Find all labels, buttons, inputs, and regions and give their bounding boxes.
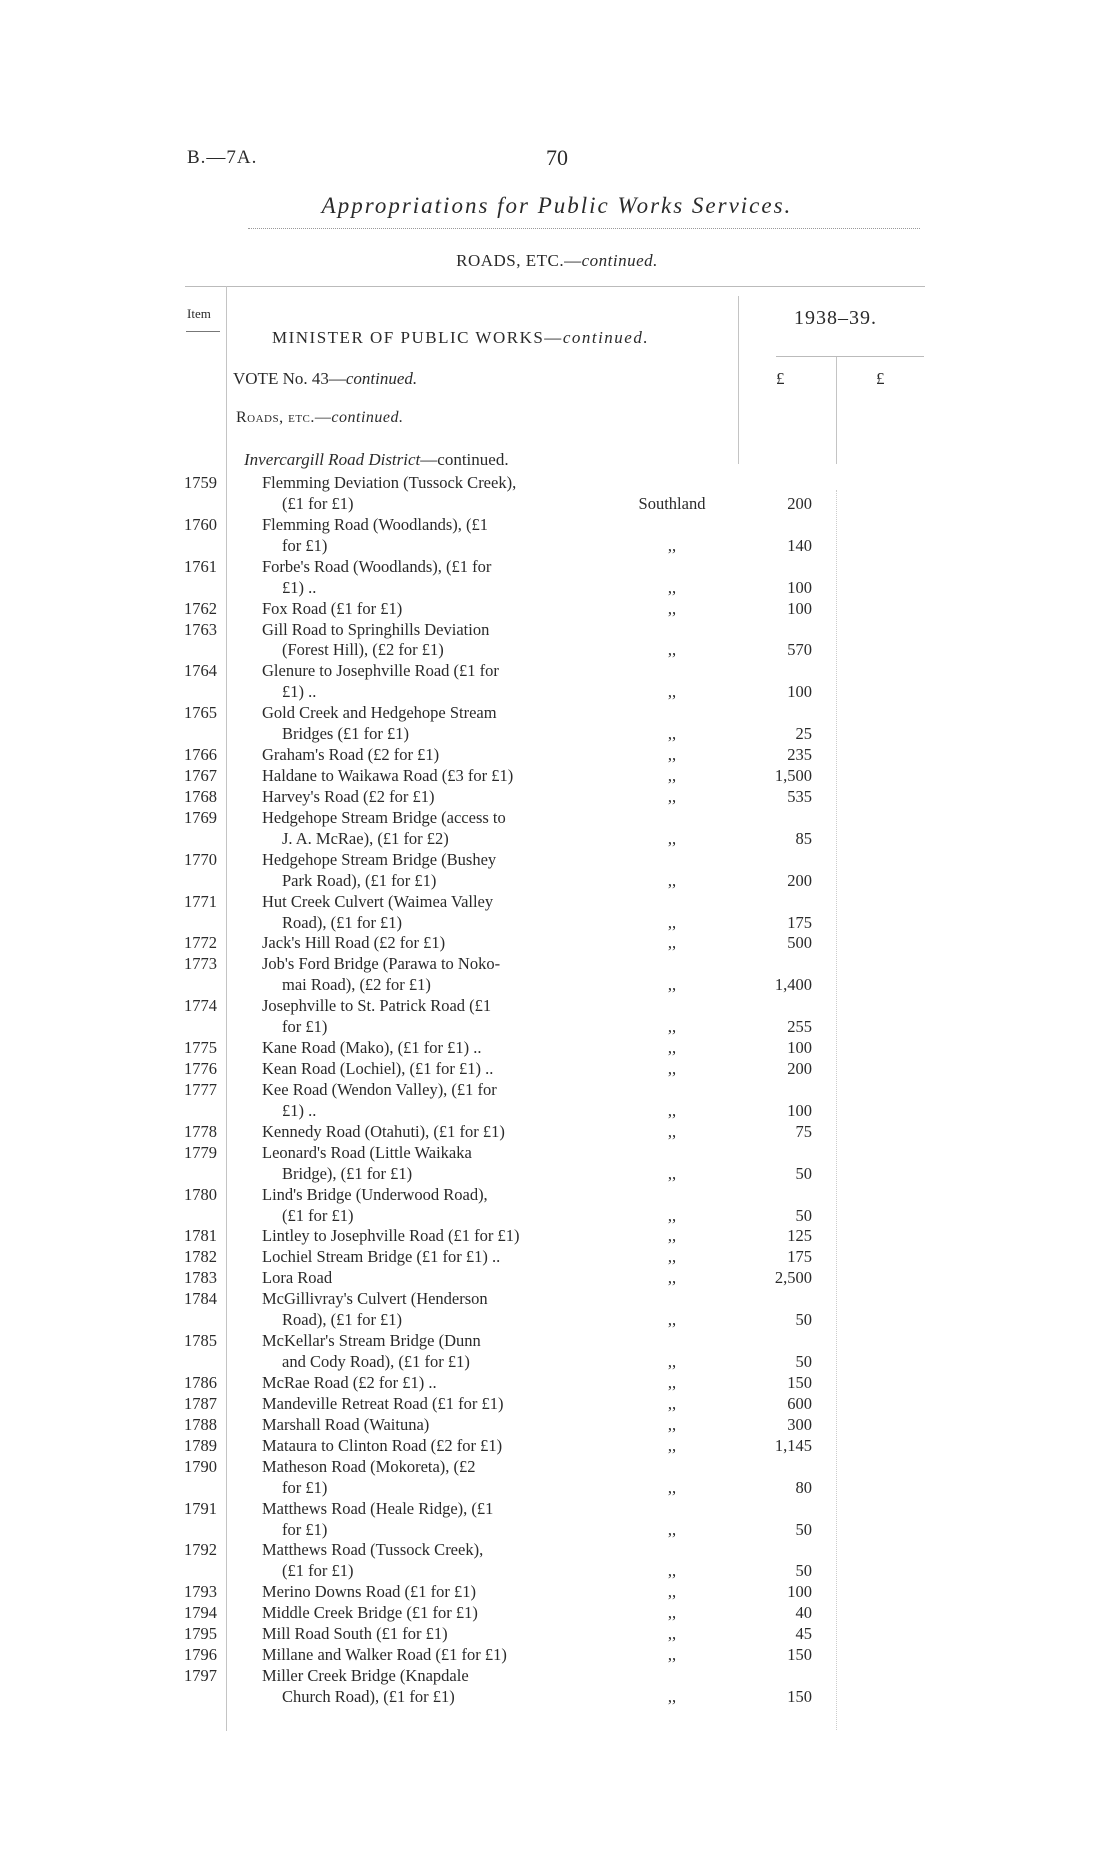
item-number: 1781: [184, 1226, 217, 1246]
item-number: 1795: [184, 1624, 217, 1644]
item-amount: 1,400: [774, 975, 812, 995]
item-description-line: Mataura to Clinton Road (£2 for £1): [262, 1435, 503, 1455]
year-underline: [776, 356, 924, 357]
item-number: 1771: [184, 891, 217, 911]
item-county: ,,: [667, 1247, 677, 1267]
section-heading: ROADS, ETC.—continued.: [456, 251, 658, 270]
item-amount: 50: [795, 1205, 812, 1225]
year-column-divider: [738, 296, 739, 464]
item-description-line: Kee Road (Wendon Valley), (£1 for: [262, 1079, 497, 1099]
item-amount: 200: [787, 870, 812, 890]
item-county: ,,: [667, 1038, 677, 1058]
item-number: 1763: [184, 619, 217, 639]
item-description-line: Glenure to Josephville Road (£1 for: [262, 661, 499, 681]
item-county: ,,: [667, 1624, 677, 1644]
item-description-line: for £1): [282, 1477, 328, 1497]
item-number: 1792: [184, 1540, 217, 1560]
item-description-line: Gold Creek and Hedgehope Stream: [262, 703, 497, 723]
item-number: 1767: [184, 766, 217, 786]
item-description-line: Lochiel Stream Bridge (£1 for £1) ..: [262, 1247, 501, 1267]
item-description-line: Job's Ford Bridge (Parawa to Noko-: [262, 954, 501, 974]
item-description-line: Forbe's Road (Woodlands), (£1 for: [262, 556, 492, 576]
item-county: ,,: [667, 1059, 677, 1079]
item-amount: 140: [787, 535, 812, 555]
item-number: 1786: [184, 1372, 217, 1392]
item-number: 1773: [184, 954, 217, 974]
item-description-line: (£1 for £1): [282, 493, 354, 513]
item-amount: 570: [787, 640, 812, 660]
item-county: ,,: [667, 1205, 677, 1225]
item-amount: 40: [795, 1603, 812, 1623]
item-county: ,,: [667, 535, 677, 555]
item-county: ,,: [667, 933, 677, 953]
item-amount: 50: [795, 1561, 812, 1581]
item-number: 1789: [184, 1435, 217, 1455]
item-number: 1760: [184, 514, 217, 534]
item-description-line: Millane and Walker Road (£1 for £1): [262, 1645, 507, 1665]
page-number: 70: [546, 145, 568, 170]
item-description-line: for £1): [282, 1519, 328, 1539]
item-description-line: Mandeville Retreat Road (£1 for £1): [262, 1393, 504, 1413]
item-county: ,,: [667, 1645, 677, 1665]
item-description-line: Flemming Road (Woodlands), (£1: [262, 514, 488, 534]
item-amount: 150: [787, 1645, 812, 1665]
item-description-line: Flemming Deviation (Tussock Creek),: [262, 473, 517, 492]
item-number: 1796: [184, 1645, 217, 1665]
item-amount: 75: [795, 1121, 812, 1141]
item-amount: 150: [787, 1686, 812, 1706]
currency-symbol-2: £: [876, 369, 885, 388]
item-description-line: Road), (£1 for £1): [282, 912, 403, 932]
item-description-line: McGillivray's Culvert (Henderson: [262, 1289, 488, 1309]
item-county: ,,: [667, 1017, 677, 1037]
item-description-line: Hedgehope Stream Bridge (Bushey: [262, 849, 497, 869]
item-description-line: Jack's Hill Road (£2 for £1): [262, 933, 446, 953]
item-amount: 535: [787, 786, 812, 806]
item-description-line: Bridge), (£1 for £1): [282, 1163, 413, 1183]
item-description-line: Road), (£1 for £1): [282, 1310, 403, 1330]
item-amount: 200: [787, 493, 812, 513]
vote-heading: VOTE No. 43—continued.: [233, 369, 418, 388]
item-description-line: £1) ..: [282, 577, 317, 597]
item-number: 1787: [184, 1393, 217, 1413]
item-number: 1775: [184, 1038, 217, 1058]
item-description-line: Matthews Road (Heale Ridge), (£1: [262, 1498, 494, 1518]
item-amount: 500: [787, 933, 812, 953]
item-county: ,,: [667, 640, 677, 660]
item-county: ,,: [667, 1352, 677, 1372]
item-number: 1791: [184, 1498, 217, 1518]
item-amount: 235: [787, 745, 812, 765]
item-amount: 100: [787, 682, 812, 702]
item-description-line: Lind's Bridge (Underwood Road),: [262, 1184, 488, 1204]
title-underline: [248, 228, 920, 229]
item-county: ,,: [667, 1414, 677, 1434]
district-heading: Invercargill Road District—continued.: [244, 450, 509, 469]
item-number: 1770: [184, 849, 217, 869]
item-description-line: Kean Road (Lochiel), (£1 for £1) ..: [262, 1059, 494, 1079]
item-amount: 200: [787, 1059, 812, 1079]
item-number: 1793: [184, 1582, 217, 1602]
item-county: ,,: [667, 1519, 677, 1539]
item-description-line: and Cody Road), (£1 for £1): [282, 1352, 470, 1372]
item-description-line: Bridges (£1 for £1): [282, 724, 409, 744]
item-amount: 85: [795, 828, 812, 848]
item-amount: 2,500: [774, 1268, 812, 1288]
item-county: ,,: [667, 598, 677, 618]
item-county: ,,: [667, 1310, 677, 1330]
item-description-line: for £1): [282, 1017, 328, 1037]
item-amount: 1,145: [774, 1435, 812, 1455]
item-description-line: Leonard's Road (Little Waikaka: [262, 1142, 472, 1162]
item-county: ,,: [667, 1100, 677, 1120]
item-number: 1780: [184, 1184, 217, 1204]
item-amount: 1,500: [774, 766, 812, 786]
item-amount: 175: [787, 912, 812, 932]
item-description-line: Miller Creek Bridge (Knapdale: [262, 1666, 469, 1685]
item-county: ,,: [667, 912, 677, 932]
item-description-line: Kane Road (Mako), (£1 for £1) ..: [262, 1038, 482, 1058]
item-description-line: Hedgehope Stream Bridge (access to: [262, 807, 506, 827]
item-county: ,,: [667, 1372, 677, 1392]
item-amount: 45: [795, 1624, 812, 1644]
item-number: 1779: [184, 1142, 217, 1162]
item-amount: 255: [787, 1017, 812, 1037]
item-number: 1785: [184, 1331, 217, 1351]
item-description-line: £1) ..: [282, 682, 317, 702]
item-number: 1766: [184, 745, 217, 765]
roads-subheading: Roads, etc.—continued.: [236, 409, 404, 426]
item-amount: 50: [795, 1310, 812, 1330]
item-description-line: Matheson Road (Mokoreta), (£2: [262, 1456, 476, 1476]
item-description-line: (£1 for £1): [282, 1561, 354, 1581]
item-county: Southland: [638, 493, 706, 513]
item-amount: 50: [795, 1163, 812, 1183]
item-county: ,,: [667, 870, 677, 890]
item-amount: 125: [787, 1226, 812, 1246]
item-amount: 50: [795, 1519, 812, 1539]
item-county: ,,: [667, 682, 677, 702]
item-county: ,,: [667, 745, 677, 765]
item-description-line: Gill Road to Springhills Deviation: [262, 619, 490, 639]
item-number: 1764: [184, 661, 217, 681]
item-county: ,,: [667, 1393, 677, 1413]
item-amount: 300: [787, 1414, 812, 1434]
item-description-line: Matthews Road (Tussock Creek),: [262, 1540, 484, 1560]
table-top-rule: [185, 286, 925, 287]
item-description-line: Fox Road (£1 for £1): [262, 598, 403, 618]
item-description-line: Merino Downs Road (£1 for £1): [262, 1582, 477, 1602]
amount-column-guide: [836, 490, 837, 1730]
item-county: ,,: [667, 724, 677, 744]
year-column-header: 1938–39.: [794, 307, 877, 329]
item-county: ,,: [667, 1603, 677, 1623]
item-amount: 100: [787, 1582, 812, 1602]
item-description-line: Haldane to Waikawa Road (£3 for £1): [262, 766, 514, 786]
item-amount: 100: [787, 598, 812, 618]
item-description-line: McRae Road (£2 for £1) ..: [262, 1372, 437, 1392]
item-county: ,,: [667, 1686, 677, 1706]
item-description-line: Middle Creek Bridge (£1 for £1): [262, 1603, 478, 1623]
item-county: ,,: [667, 577, 677, 597]
item-number: 1783: [184, 1268, 217, 1288]
item-description-line: Mill Road South (£1 for £1): [262, 1624, 448, 1644]
item-description-line: for £1): [282, 535, 328, 555]
item-description-line: Lintley to Josephville Road (£1 for £1): [262, 1226, 520, 1246]
item-amount: 80: [795, 1477, 812, 1497]
item-number: 1769: [184, 807, 217, 827]
item-county: ,,: [667, 1121, 677, 1141]
item-number: 1761: [184, 556, 217, 576]
document-reference: B.—7A.: [187, 147, 258, 168]
item-county: ,,: [667, 1226, 677, 1246]
item-description-line: McKellar's Stream Bridge (Dunn: [262, 1331, 481, 1351]
item-county: ,,: [667, 1582, 677, 1602]
item-number: 1794: [184, 1603, 217, 1623]
item-column-header: Item: [187, 306, 211, 321]
item-amount: 600: [787, 1393, 812, 1413]
item-description-line: Kennedy Road (Otahuti), (£1 for £1): [262, 1121, 505, 1141]
item-number: 1782: [184, 1247, 217, 1267]
currency-symbol-1: £: [776, 369, 785, 388]
amount-column-divider: [836, 356, 837, 464]
item-number: 1765: [184, 703, 217, 723]
item-amount: 175: [787, 1247, 812, 1267]
item-amount: 100: [787, 1038, 812, 1058]
item-number: 1759: [184, 473, 217, 492]
item-amount: 50: [795, 1352, 812, 1372]
item-description-line: Graham's Road (£2 for £1): [262, 745, 440, 765]
item-number: 1762: [184, 598, 217, 618]
minister-heading: MINISTER OF PUBLIC WORKS—continued.: [272, 328, 650, 347]
item-amount: 150: [787, 1372, 812, 1392]
item-number: 1788: [184, 1414, 217, 1434]
item-header-rule: [186, 331, 220, 332]
item-description-line: J. A. McRae), (£1 for £2): [282, 828, 449, 848]
item-description-line: Lora Road: [262, 1268, 333, 1288]
item-number: 1790: [184, 1456, 217, 1476]
item-number: 1774: [184, 996, 217, 1016]
item-amount: 100: [787, 1100, 812, 1120]
item-description-line: (Forest Hill), (£2 for £1): [282, 640, 444, 660]
item-description-line: £1) ..: [282, 1100, 317, 1120]
item-county: ,,: [667, 1163, 677, 1183]
item-county: ,,: [667, 766, 677, 786]
item-description-line: Marshall Road (Waituna): [262, 1414, 430, 1434]
item-number: 1776: [184, 1059, 217, 1079]
item-description-line: Josephville to St. Patrick Road (£1: [262, 996, 492, 1016]
item-number: 1768: [184, 786, 217, 806]
item-county: ,,: [667, 828, 677, 848]
item-description-line: mai Road), (£2 for £1): [282, 975, 431, 995]
item-description-line: Park Road), (£1 for £1): [282, 870, 437, 890]
item-county: ,,: [667, 1435, 677, 1455]
item-description-line: Hut Creek Culvert (Waimea Valley: [262, 891, 494, 911]
item-number: 1772: [184, 933, 217, 953]
item-county: ,,: [667, 1477, 677, 1497]
item-county: ,,: [667, 1268, 677, 1288]
page-title: Appropriations for Public Works Services.: [321, 193, 793, 218]
item-amount: 25: [795, 724, 812, 744]
item-number: 1784: [184, 1289, 217, 1309]
item-county: ,,: [667, 1561, 677, 1581]
item-amount: 100: [787, 577, 812, 597]
item-county: ,,: [667, 786, 677, 806]
item-county: ,,: [667, 975, 677, 995]
item-number: 1777: [184, 1079, 217, 1099]
item-description-line: (£1 for £1): [282, 1205, 354, 1225]
item-description-line: Harvey's Road (£2 for £1): [262, 786, 435, 806]
item-description-line: Church Road), (£1 for £1): [282, 1686, 455, 1706]
item-number: 1797: [184, 1666, 217, 1685]
item-number: 1778: [184, 1121, 217, 1141]
